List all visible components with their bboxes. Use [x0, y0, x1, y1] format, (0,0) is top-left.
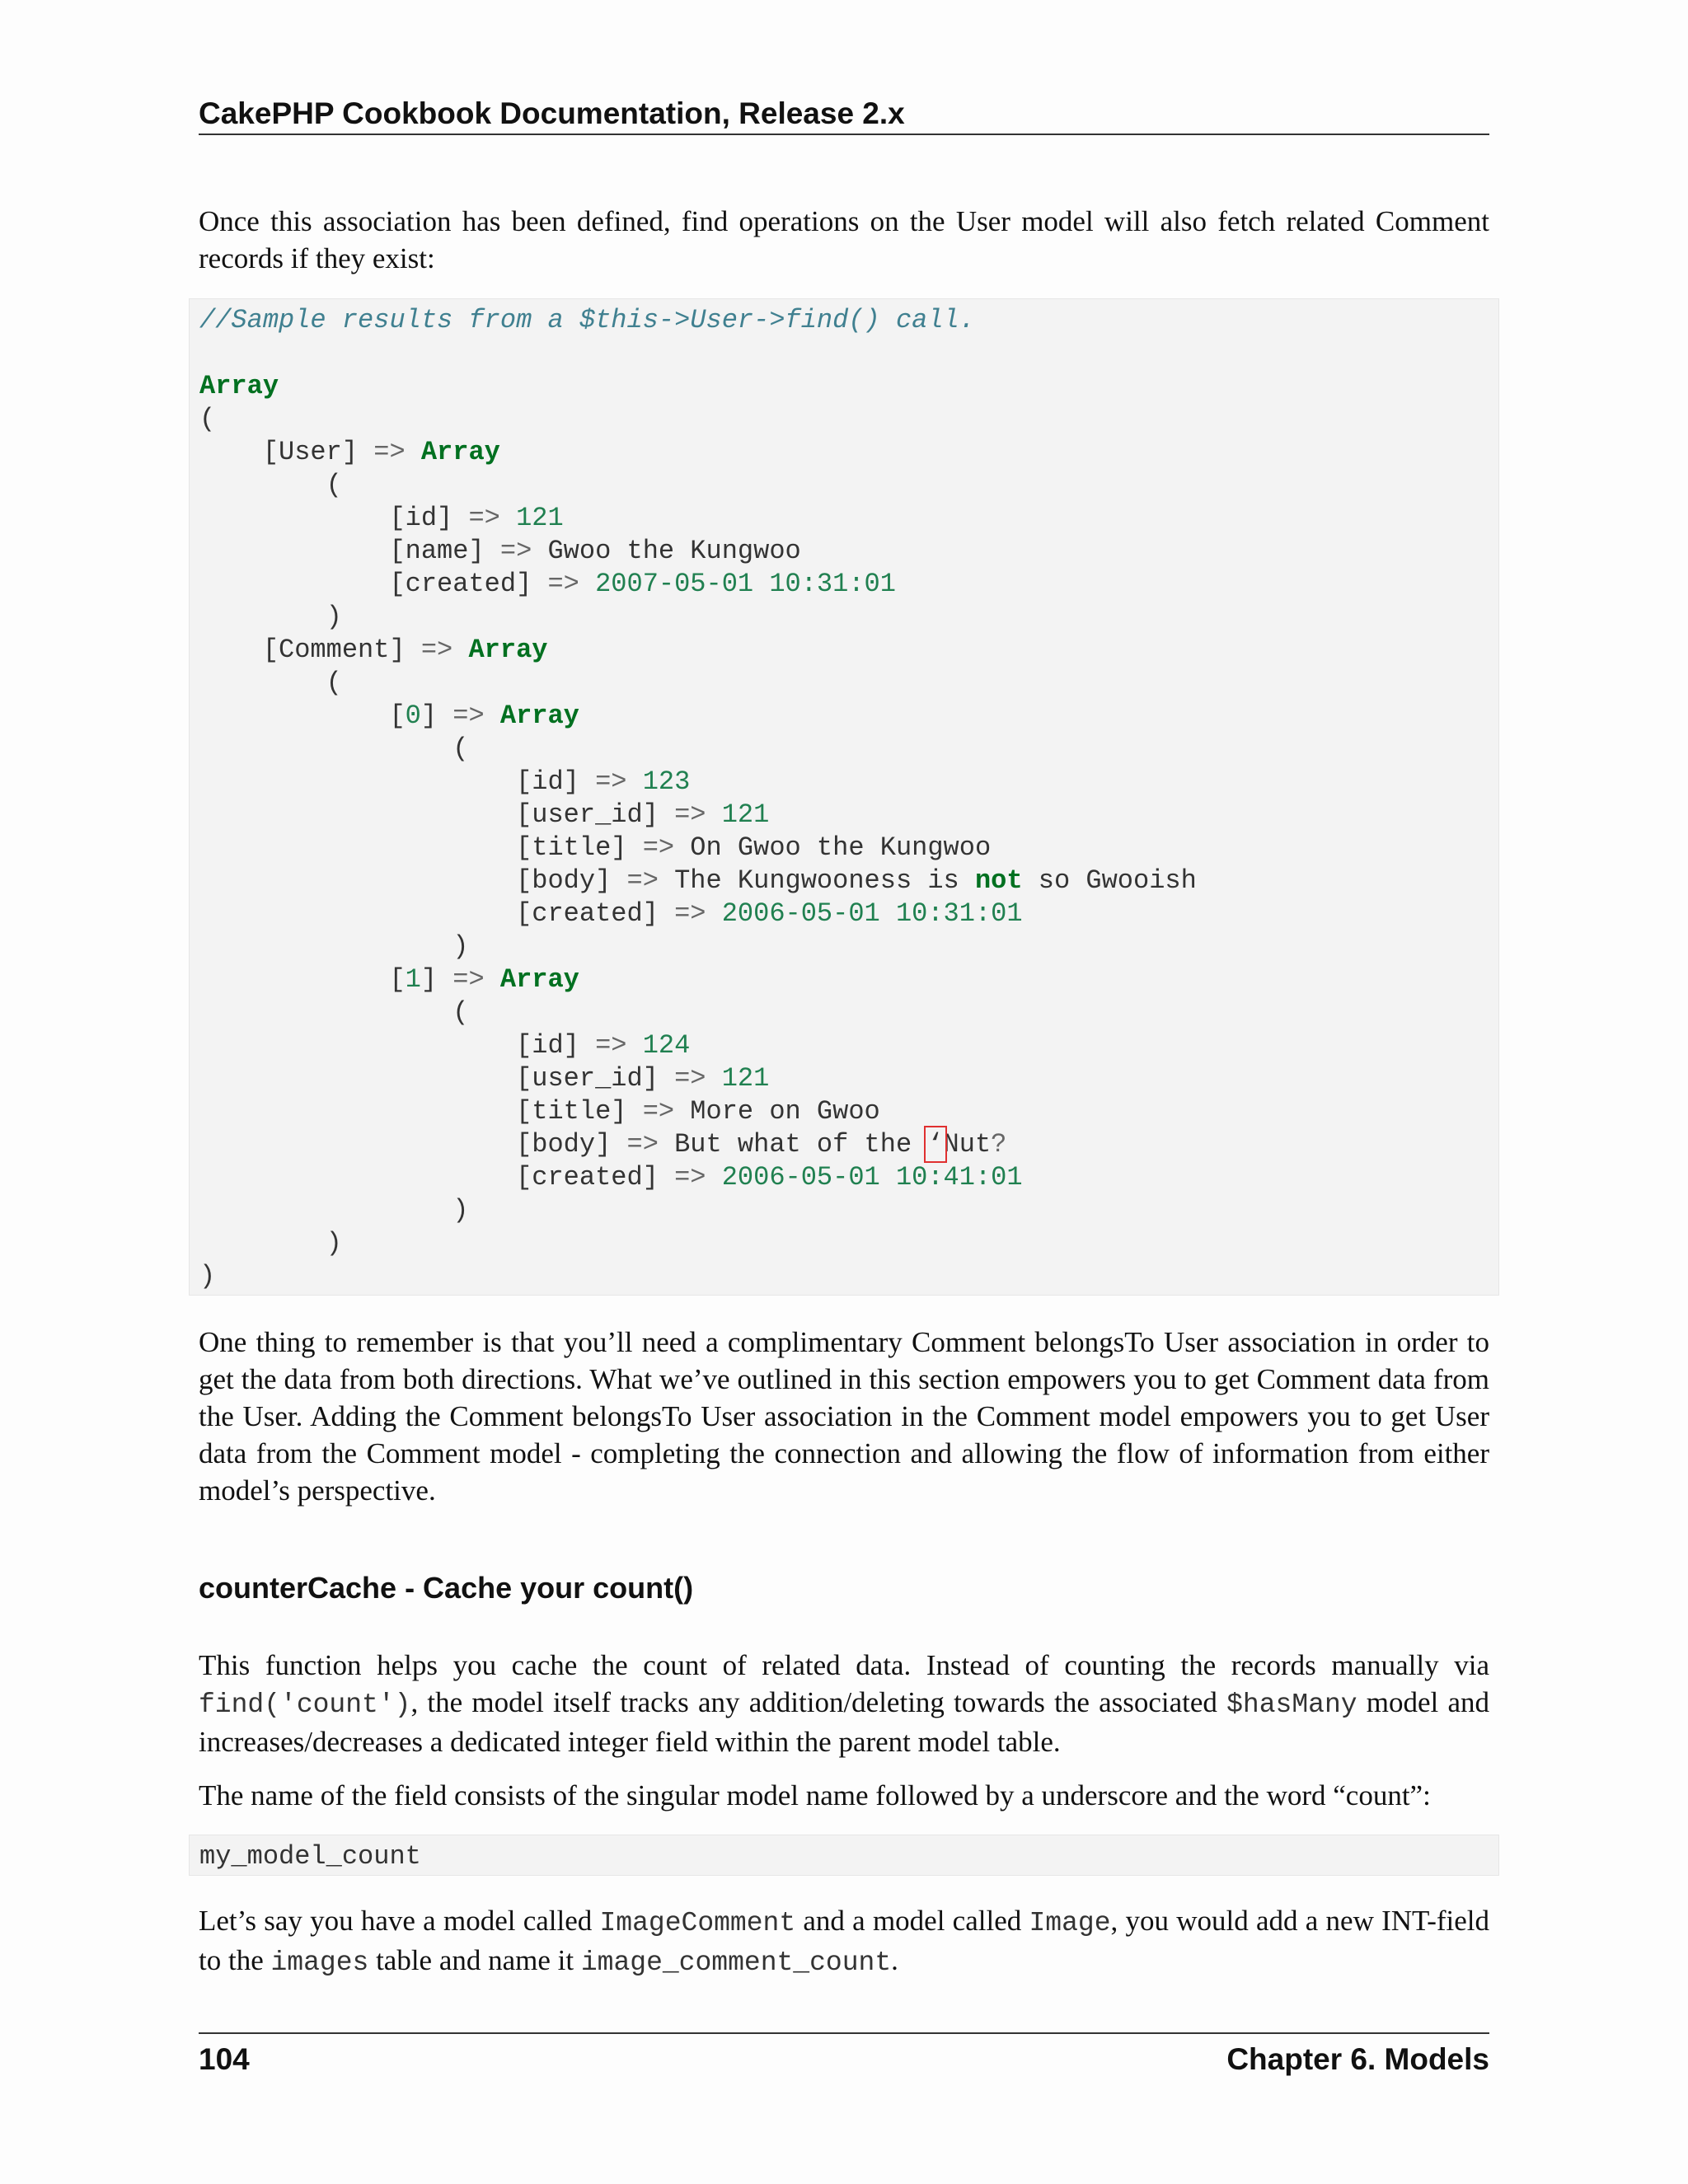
code-field-name: my_model_count — [199, 1841, 421, 1872]
code-block-find-results — [189, 298, 1499, 1296]
section-heading: counterCache - Cache your count() — [199, 1571, 694, 1605]
inline-code: ImageComment — [599, 1908, 796, 1938]
code-block-field — [189, 1835, 1499, 1876]
inline-code: find('count') — [199, 1690, 411, 1720]
header-title: CakePHP Cookbook Documentation, Release 2.x — [199, 96, 905, 130]
intro-paragraph: Once this association has been defined, find operations on the User model will also fetch related Comment records if they exist: — [199, 205, 1489, 274]
page-number: 104 — [199, 2042, 250, 2076]
countercache-paragraph: This function helps you cache the count of related data. Instead of counting the records manually via find('count'), the model itself tracks any addition/deleting towards the associated $hasMany model and increases/decreases a dedicated integer field within the parent model table. — [199, 1649, 1489, 1758]
chapter-title: Chapter 6. Models — [1226, 2042, 1489, 2076]
inline-code: Image — [1029, 1908, 1111, 1938]
inline-code: image_comment_count — [580, 1947, 892, 1978]
field-name-paragraph: The name of the field consists of the singular model name followed by a underscore and the word “count”: — [199, 1779, 1431, 1811]
running-footer — [199, 2032, 1489, 2077]
running-header — [199, 89, 1489, 135]
example-paragraph: Let’s say you have a model called ImageComment and a model called Image, you would add a new INT-field to the images table and name it image_comment_count. — [199, 1905, 1490, 1978]
error-highlight-box: ‘ — [927, 1129, 944, 1160]
association-paragraph: One thing to remember is that you’ll need a complimentary Comment belongsTo User association in order to get the data from both directions. What we’ve outlined in this section empowers you to get Comment data from the User. Adding the Comment belongsTo User association in the Comment model empowers you to get User data from the Comment model - completing the connection and allowing the flow of information from either model’s perspective. — [199, 1326, 1489, 1507]
inline-code: images — [270, 1947, 369, 1978]
inline-code: $hasMany — [1226, 1690, 1357, 1720]
code-listing: //Sample results from a $this->User->find() call. Array ( [User] => Array ( [id] => 121 [name] => Gwoo the Kungwoo [created] => 2007-05-01 10:31:01 ) [Comment] => Array ( [0] => Array ( [id] => 123 [user_id] => 121 [title] => On Gwoo the Kungwoo [body] => The Kungwooness is not so Gwooish [created] => 2006-05-01 10:31:01 ) [1] => Array ( [id] => 124 [user_id] => 121 [title] => More on Gwoo [body] => But what of the ‘Nut? [created] => 2006-05-01 10:41:01 ) ) ) — [199, 305, 1197, 1291]
code-comment: //Sample results from a $this->User->find() call. — [199, 305, 975, 335]
